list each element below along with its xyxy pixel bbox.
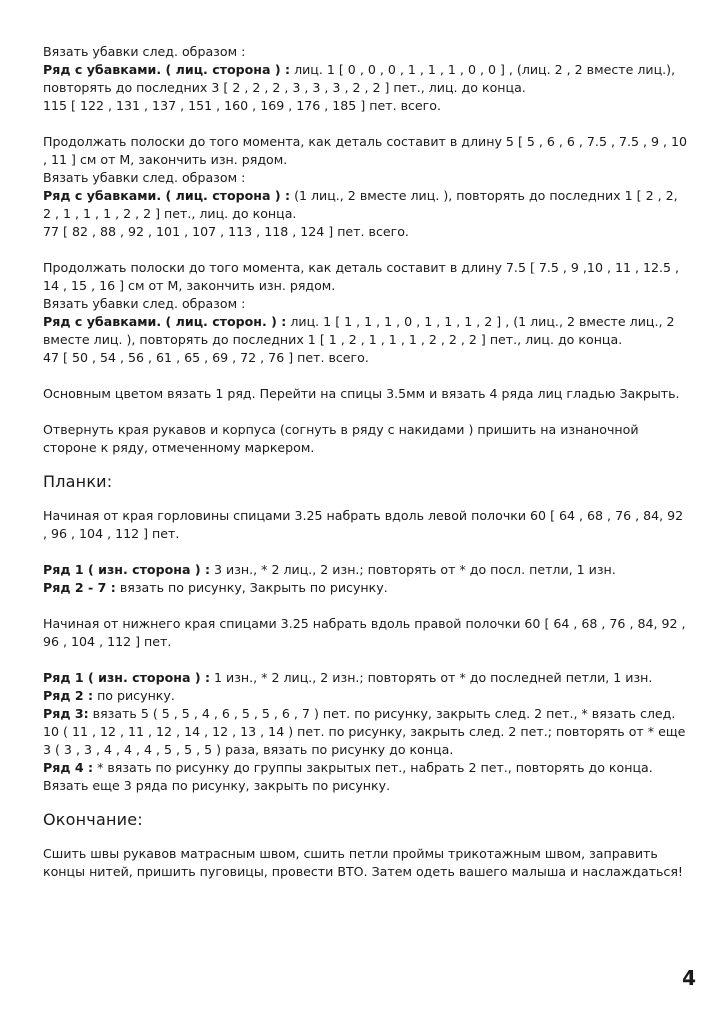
planki-left-row1-label: Ряд 1 ( изн. сторона ) : [43, 562, 211, 577]
page-number: 4 [682, 966, 696, 990]
planki-right-row4-text: * вязать по рисунку до группы закрытых пет., набрать 2 пет., повторять до конца. [93, 760, 653, 775]
planki-right-row1-text: 1 изн., * 2 лиц., 2 изн.; повторять от * до последней петли, 1 изн. [210, 670, 653, 685]
planki-right-row4 [43, 759, 688, 777]
block3-continue: Продолжать полоски до того момента, как деталь составит в длину 7.5 [ 7.5 , 9 ,10 , 11 , 12.5 , 14 , 15 , 16 ] см от М, закончить изн. рядом. [43, 260, 680, 293]
planki-left-intro: Начиная от края горловины спицами 3.25 набрать вдоль левой полочки 60 [ 64 , 68 , 76 , 84, 92 , 96 , 104 , 112 ] пет. [43, 508, 684, 541]
finish-title: Окончание: [43, 810, 143, 829]
block1-row [43, 61, 688, 97]
block2-row [43, 187, 688, 223]
block4-text: Основным цветом вязать 1 ряд. Перейти на спицы 3.5мм и вязать 4 ряда лиц гладью Закрыть. [43, 386, 680, 401]
block1-total: 115 [ 122 , 131 , 137 , 151 , 160 , 169 , 176 , 185 ] пет. всего. [43, 98, 441, 113]
planki-right-row4-label: Ряд 4 : [43, 760, 94, 775]
block1-intro: Вязать убавки след. образом : [43, 44, 246, 59]
block2-row-text: (1 лиц., 2 вместе лиц. ), повторять до последних 1 [ 2 , 2, 2 , 1 , 1 , 1 , 2 , 2 ] пет., лиц. до конца. [43, 188, 678, 221]
planki-right-row3 [43, 705, 688, 759]
block1-row-text: лиц. 1 [ 0 , 0 , 0 , 1 , 1 , 1 , 0 , 0 ] , (лиц. 2 , 2 вместе лиц.), повторять до последних 3 [ 2 , 2 , 2 , 3 , 3 , 3 , 2 , 2 ] пет., лиц. до конца. [43, 62, 676, 95]
block3-row [43, 313, 688, 349]
planki-left-row27-text: вязать по рисунку, Закрыть по рисунку. [115, 580, 388, 595]
planki-right-row3-text: вязать 5 ( 5 , 5 , 4 , 6 , 5 , 5 , 6 , 7 ) пет. по рисунку, закрыть след. 2 пет., * вязать след. 10 ( 11 , 12 , 11 , 12 , 14 , 12 , 13 , 14 ) пет. по рисунку, закрыть след. 2 пет.; повторять от * еще 3 ( 3 , 3 , 4 , 4 , 4 , 5 , 5 , 5 ) раза, вязать по рисунку до конца. [43, 706, 686, 757]
planki-right-final: Вязать еще 3 ряда по рисунку, закрыть по рисунку. [43, 778, 391, 793]
block3-total: 47 [ 50 , 54 , 56 , 61 , 65 , 69 , 72 , 76 ] пет. всего. [43, 350, 369, 365]
planki-right-row2-text: по рисунку. [93, 688, 175, 703]
planki-left-row27 [43, 579, 688, 597]
planki-left-row27-label: Ряд 2 - 7 : [43, 580, 116, 595]
planki-left-row1-text: 3 изн., * 2 лиц., 2 изн.; повторять от * до посл. петли, 1 изн. [210, 562, 616, 577]
block2-intro: Вязать убавки след. образом : [43, 170, 246, 185]
block1-row-label: Ряд с убавками. ( лиц. сторона ) : [43, 62, 291, 77]
planki-left-row1 [43, 561, 688, 579]
block3-intro: Вязать убавки след. образом : [43, 296, 246, 311]
block2-continue: Продолжать полоски до того момента, как деталь составит в длину 5 [ 5 , 6 , 6 , 7.5 , 7.5 , 9 , 10 , 11 ] см от М, закончить изн. рядом. [43, 134, 688, 167]
planki-title: Планки: [43, 472, 113, 491]
block2-total: 77 [ 82 , 88 , 92 , 101 , 107 , 113 , 118 , 124 ] пет. всего. [43, 224, 409, 239]
planki-right-row1-label: Ряд 1 ( изн. сторона ) : [43, 670, 211, 685]
planki-right-intro: Начиная от нижнего края спицами 3.25 набрать вдоль правой полочки 60 [ 64 , 68 , 76 , 84, 92 , 96 , 104 , 112 ] пет. [43, 616, 686, 649]
finish-text: Сшить швы рукавов матрасным швом, сшить петли проймы трикотажным швом, заправить концы нитей, пришить пуговицы, провести ВТО. Затем одеть вашего малыша и наслаждаться! [43, 846, 683, 879]
block3-row-label: Ряд с убавками. ( лиц. сторон. ) : [43, 314, 287, 329]
planki-right-row1 [43, 669, 688, 687]
block5-text: Отвернуть края рукавов и корпуса (согнуть в ряду с накидами ) пришить на изнаночной стороне к ряду, отмеченному маркером. [43, 422, 639, 455]
document-page [43, 43, 688, 881]
planki-right-row2 [43, 687, 688, 705]
planki-right-row3-label: Ряд 3: [43, 706, 89, 721]
planki-right-row2-label: Ряд 2 : [43, 688, 94, 703]
block2-row-label: Ряд с убавками. ( лиц. сторона ) : [43, 188, 291, 203]
block3-row-text: лиц. 1 [ 1 , 1 , 1 , 0 , 1 , 1 , 1 , 2 ] , (1 лиц., 2 вместе лиц., 2 вместе лиц. ), повторять до последних 1 [ 1 , 2 , 1 , 1 , 1 , 2 , 2 , 2 ] пет., лиц. до конца. [43, 314, 675, 347]
